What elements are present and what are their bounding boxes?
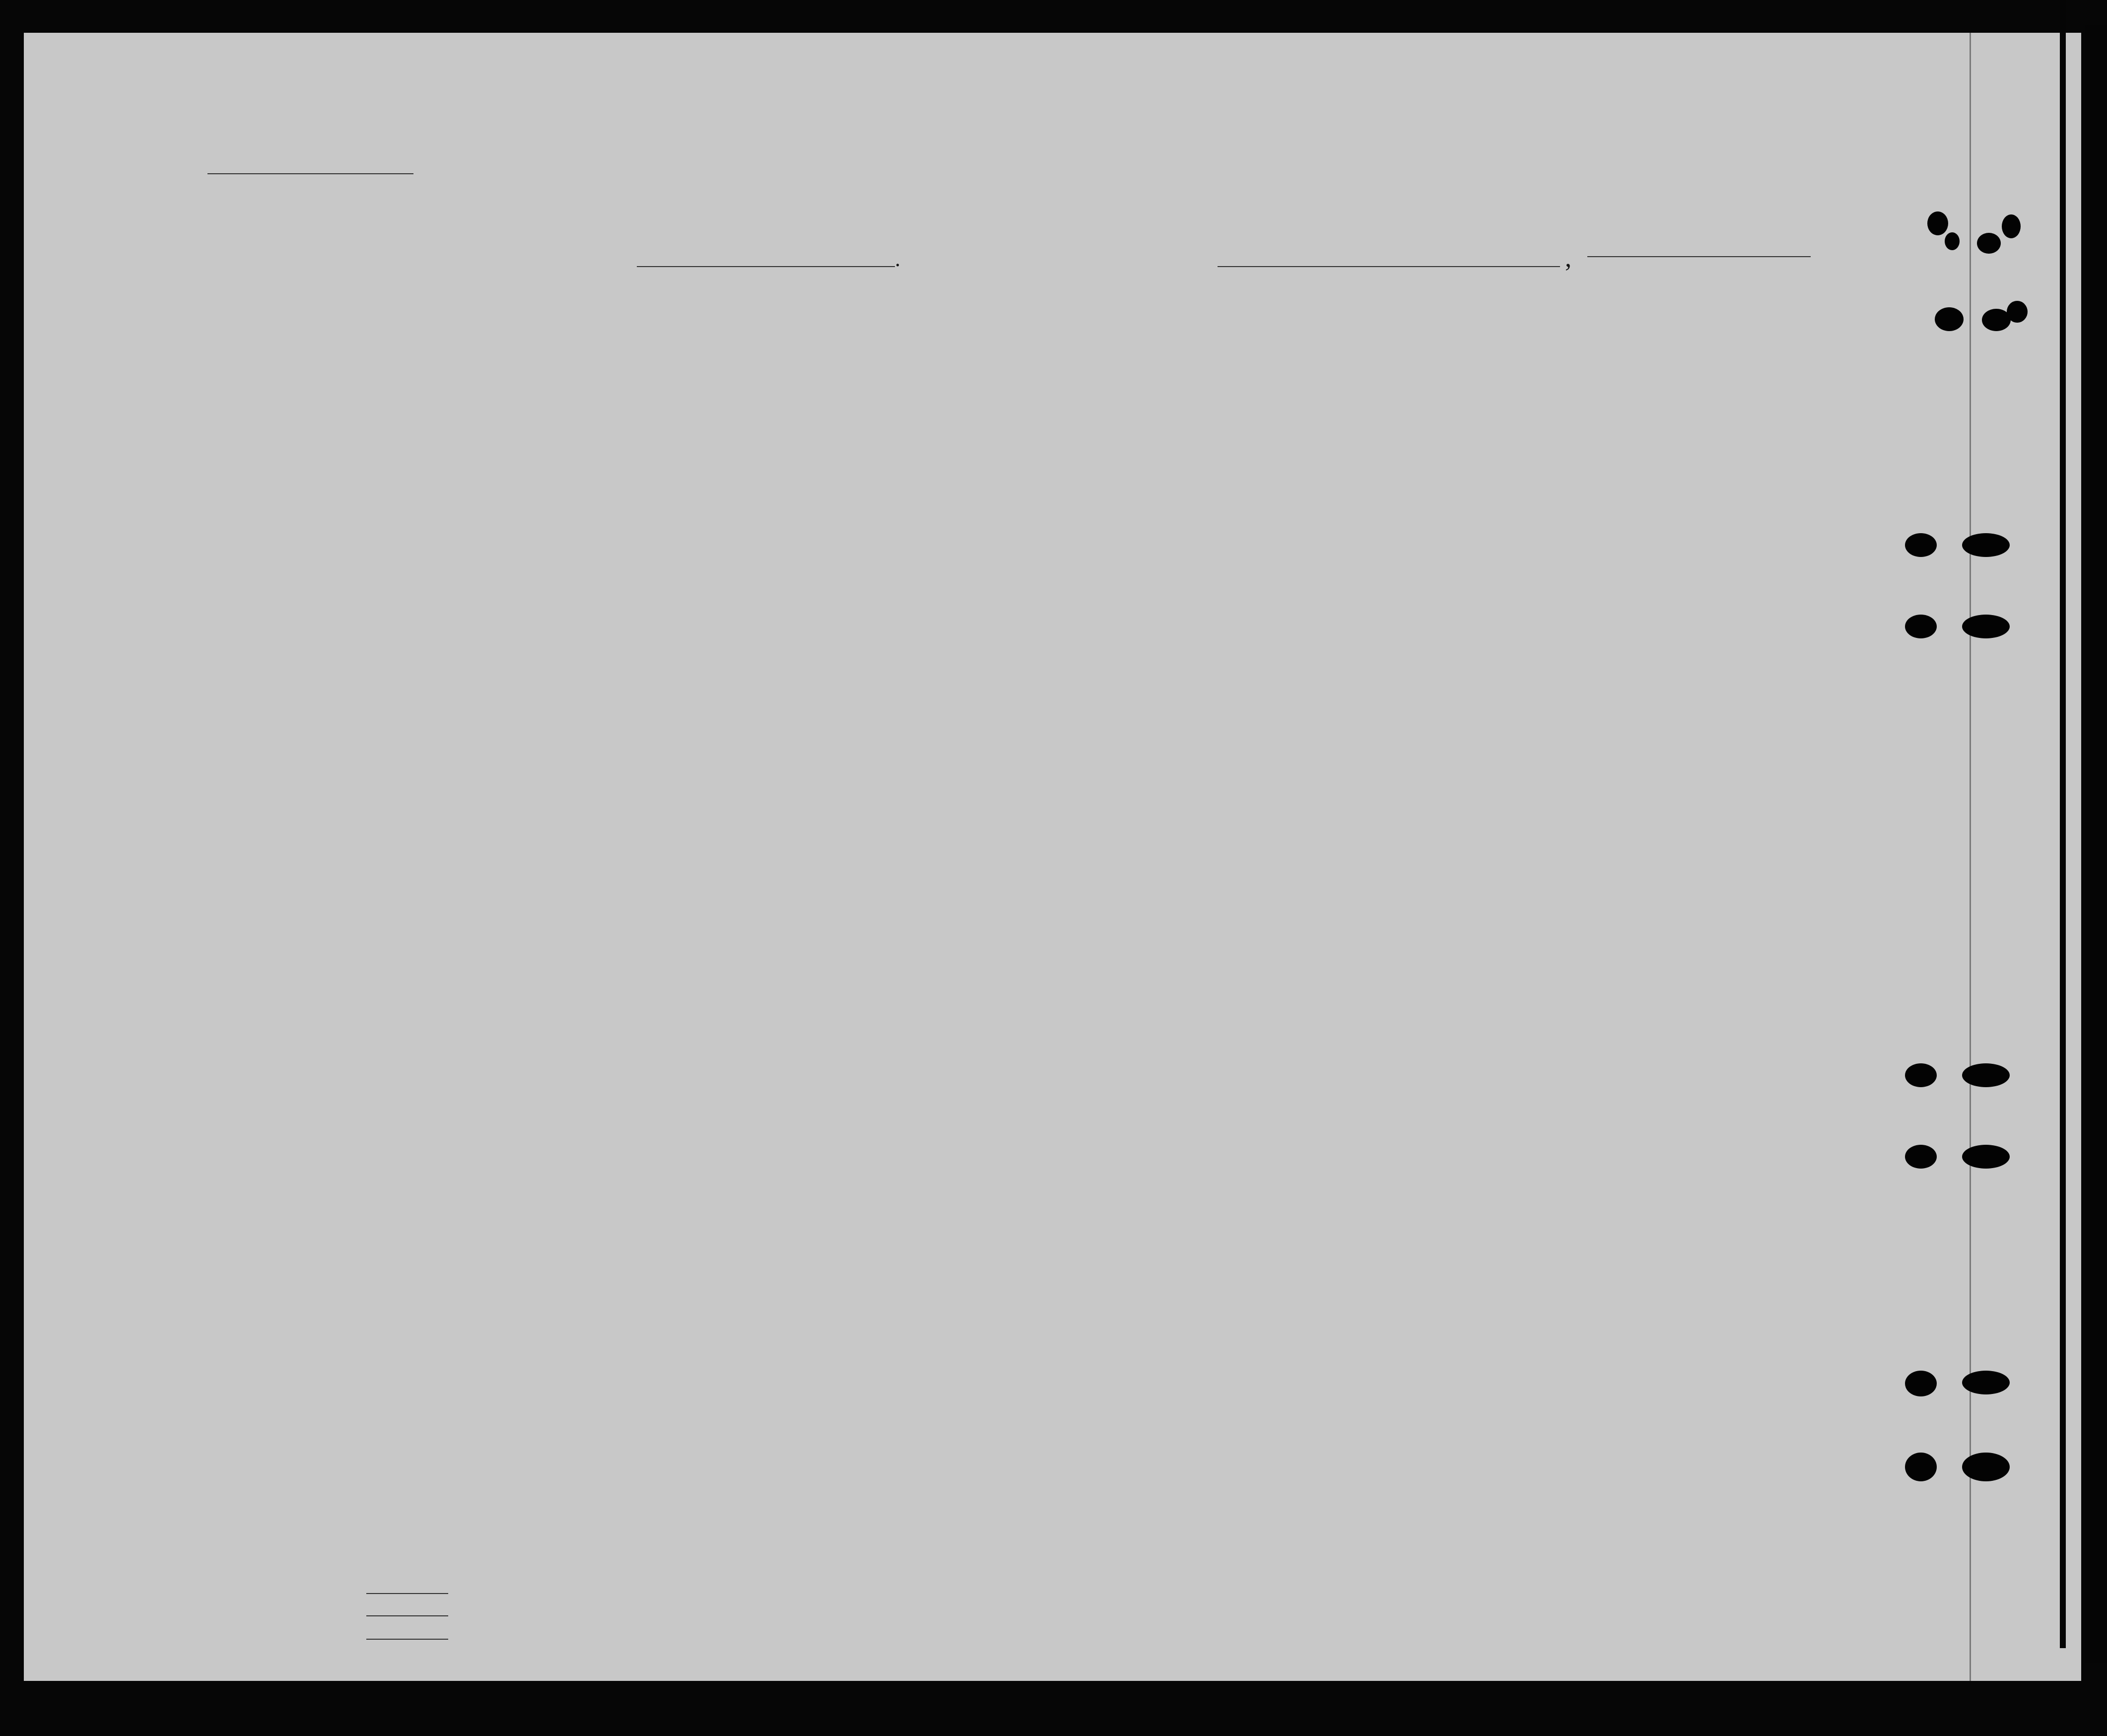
- head-tax-header: [134, 318, 206, 323]
- binding-hole: [1962, 1371, 2010, 1394]
- binding-hole: [1962, 1063, 2010, 1087]
- us-citizens-line: [366, 1615, 448, 1616]
- total-passengers-line: [366, 1593, 448, 1594]
- scan-edge-right: [2085, 25, 2107, 1663]
- binding-hole: [1962, 1145, 2010, 1169]
- verification-header: [1580, 346, 1692, 348]
- manifest-grid: [24, 33, 2081, 1681]
- binding-hole: [1927, 211, 1948, 235]
- binding-hole: [1905, 1453, 1937, 1481]
- scan-edge-left: [2060, 0, 2066, 1648]
- binding-hole: [1905, 1371, 1937, 1396]
- binding-hole: [1962, 615, 2010, 638]
- binding-hole: [1905, 615, 1937, 638]
- binding-hole: [2002, 214, 2021, 238]
- binding-hole: [1945, 232, 1960, 250]
- binding-hole: [1935, 307, 1964, 331]
- binding-hole: [1962, 533, 2010, 557]
- binding-hole: [2007, 301, 2028, 323]
- binding-hole: [1977, 233, 2001, 254]
- visa-header: [1292, 343, 1414, 345]
- aliens-line: [366, 1639, 448, 1640]
- binding-hole: [1905, 533, 1937, 557]
- manifest-sheet: [24, 33, 2081, 1681]
- vessel-period: .: [895, 247, 900, 271]
- married-header: [621, 350, 654, 435]
- binding-hole: [1905, 1063, 1937, 1087]
- binding-hole: [1905, 1145, 1937, 1169]
- sailing-comma: ,: [1565, 244, 1571, 273]
- binding-hole: [1962, 1453, 2010, 1481]
- sheet-fold: [1970, 33, 1971, 1681]
